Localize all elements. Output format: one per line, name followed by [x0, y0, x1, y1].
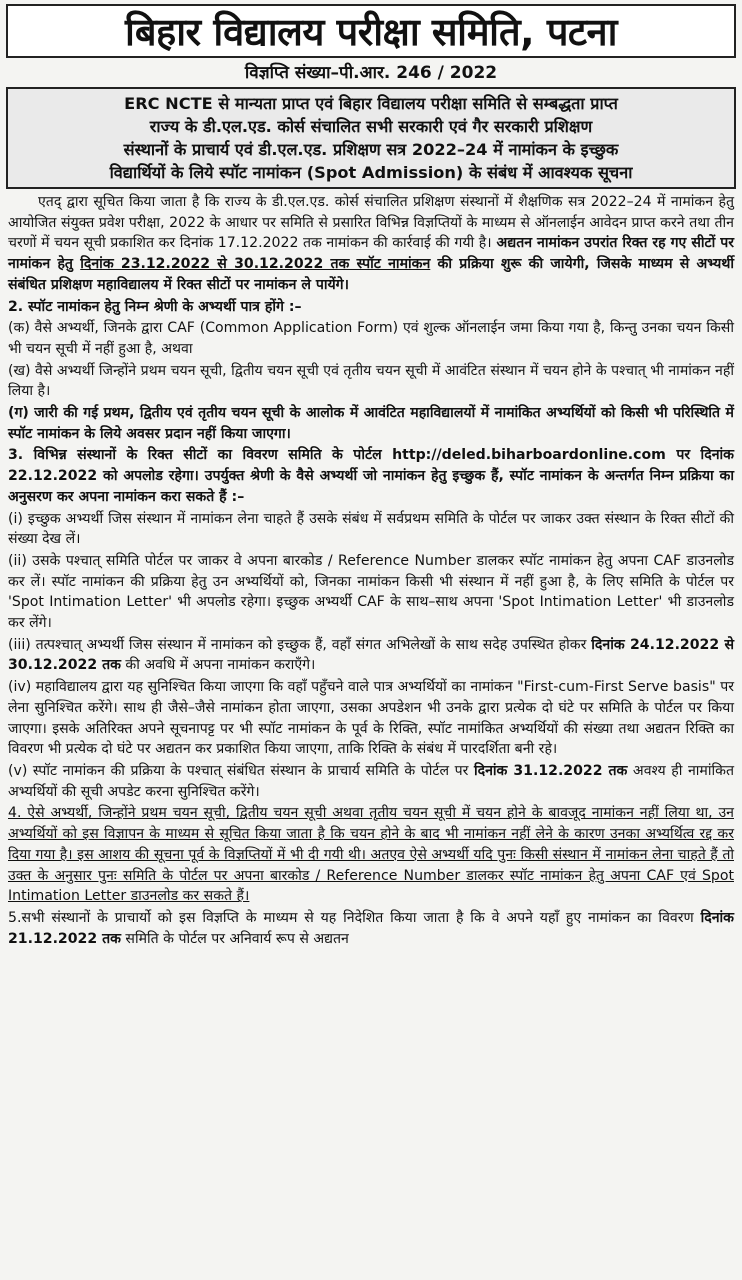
item-iii-text: (iii) तत्पश्चात् अभ्यर्थी जिस संस्थान में नामांकन को इच्छुक हैं, वहाँ संगत अभिलेखों के साथ सदेह उपस्थित होकर — [8, 636, 592, 653]
item-v-text: (v) स्पॉट नामांकन की प्रक्रिया के पश्चात् संबंधित संस्थान के प्राचार्य समिति के पोर्टल पर — [8, 762, 474, 779]
reference-number: विज्ञप्ति संख्या–पी.आर. 246 / 2022 — [244, 63, 498, 83]
section-2-item-ga-text: (ग) जारी की गई प्रथम, द्वितीय एवं तृतीय चयन सूची के आलोक में आवंटित महाविद्यालयों में नामांकित अभ्यर्थियों को किसी भी परिस्थिति में स्पॉट नामांकन के लिये अवसर प्रदान नहीं किया जाएगा। — [8, 405, 734, 442]
section-3-item-iii — [8, 635, 734, 676]
section-2-item-kha: (ख) वैसे अभ्यर्थी जिन्होंने प्रथम चयन सूची, द्वितीय चयन सूची एवं तृतीय चयन सूची में आवंटित संस्थान में चयन होने के पश्चात् भी नामांकन नहीं लिया है। — [8, 362, 734, 400]
item-iii-dates: दिनांक 24.12.2022 से 30.12.2022 तक — [8, 636, 734, 674]
subject-line-4: विद्यार्थियों के लिये स्पॉट नामांकन (Spot Admission) के संबंध में आवश्यक सूचना — [109, 163, 633, 182]
section-3-eligibility-text: उपर्युक्त श्रेणी के वैसे अभ्यर्थी जो नामांकन हेतु इच्छुक हैं, स्पॉट नामांकन के अन्तर्गत निम्न प्रक्रिया का अनुसरण कर अपना नामांकन करा सकते हैं :– — [8, 468, 735, 505]
item-iii-tail: की अवधि में अपना नामांकन कराएँगे। — [120, 657, 316, 674]
section-5-date: दिनांक 21.12.2022 तक — [8, 909, 734, 947]
intro-text: एतद् द्वारा सूचित किया जाता है कि राज्य के डी.एल.एड. कोर्स संचालित प्रशिक्षण संस्थानों में शैक्षणिक सत्र 2022–24 में नामांकन हेतु आयोजित संयुक्त प्रवेश परीक्षा, 2022 के आधार पर समिति से प्रसारित विभिन्न विज्ञप्तियों के माध्यम से ऑनलाईन आवेदन प्राप्त करने तथा तीन चरणों में चयन सूची प्रकाशित कर दिनांक 17.12.2022 तक नामांकन की कार्रवाई की गयी है। — [8, 194, 734, 252]
item-v-tail: अवश्य ही नामांकित अभ्यर्थियों की सूची अपडेट करना सुनिश्चित करेंगे। — [8, 762, 734, 800]
section-4-paragraph: 4. ऐसे अभ्यर्थी, जिन्होंने प्रथम चयन सूची, द्वितीय चयन सूची अथवा तृतीय चयन सूची में चयन होने के बावजूद नामांकन नहीं लिया था, उन अभ्यर्थियों को इस विज्ञापन के माध्यम से सूचित किया जाता है कि चयन होने के बाद भी नामांकन नहीं लेने के कारण उनका अभ्यर्थित्व रद्द कर दिया गया है। इस आशय की सूचना पूर्व के विज्ञप्तियों में भी दी गयी थी। अतएव ऐसे अभ्यर्थी यदि पुनः किसी संस्थान में नामांकन लेना चाहते हैं तो उक्त के अनुसार पुनः समिति के पोर्टल पर अपना बारकोड / Reference Number डालकर स्पॉट नामांकन हेतु अपना CAF एवं Spot Intimation Letter डाउनलोड कर सकते हैं। — [8, 805, 734, 905]
subject-line-1: ERC NCTE से मान्यता प्राप्त एवं बिहार विद्यालय परीक्षा समिति से सम्बद्धता प्राप्त — [124, 94, 618, 113]
subject-box — [6, 87, 736, 189]
section-3-portal-text: 3. विभिन्न संस्थानों के रिक्त सीटों का विवरण समिति के पोर्टल http://deled.biharboardonline.com पर दिनांक 22.12.2022 को अपलोड रहेगा। — [8, 447, 734, 485]
section-3-item-i: (i) इच्छुक अभ्यर्थी जिस संस्थान में नामांकन लेना चाहते हैं उसके संबंध में सर्वप्रथम समिति के पोर्टल पर जाकर उक्त संस्थान के रिक्त सीटों की संख्या देख लें। — [8, 510, 734, 548]
spot-admission-dates: दिनांक 23.12.2022 से 30.12.2022 तक स्पॉट नामांकन — [80, 256, 431, 273]
section-2-heading — [8, 297, 734, 318]
intro-paragraph — [8, 192, 734, 296]
section-2-heading-text: 2. स्पॉट नामांकन हेतु निम्न श्रेणी के अभ्यर्थी पात्र होंगे :– — [8, 298, 302, 315]
section-5-text: 5.सभी संस्थानों के प्राचार्यो को इस विज्ञप्ति के माध्यम से यह निदेशित किया जाता है कि वे अपने यहाँ हुए नामांकन का विवरण — [8, 909, 701, 926]
subject-line-2: राज्य के डी.एल.एड. कोर्स संचालित सभी सरकारी एवं गैर सरकारी प्रशिक्षण — [149, 117, 593, 136]
section-2-item-ga — [8, 403, 734, 444]
intro-bold-text: अद्यतन नामांकन उपरांत रिक्त रह गए सीटों पर नामांकन हेतु — [8, 235, 735, 273]
section-3-item-iv: (iv) महाविद्यालय द्वारा यह सुनिश्चित किया जाएगा कि वहाँ पहुँचने वाले पात्र अभ्यर्थियों का नामांकन "First-cum-First Serve basis" पर लेना सुनिश्चित करेंगे। साथ ही जैसे–जैसे नामांकन होता जाएगा, उसका अपडेशन भी उनके द्वारा प्रत्येक दो घंटे पर समिति के पोर्टल पर किया जाएगा। इसके अतिरिक्त अपने सूचनापट्ट पर भी स्पॉट नामांकन के पूर्व के रिक्ति, स्पॉट नामांकित अभ्यर्थियों की संख्या तथा अद्यतन रिक्ति का विवरण भी प्रत्येक दो घंटे पर अद्यतन कर प्रकाशित किया जाएगा, ताकि रिक्ति के संबंध में पारदर्शिता बनी रहे। — [8, 679, 734, 758]
section-2-item-ka: (क) वैसे अभ्यर्थी, जिनके द्वारा CAF (Common Application Form) एवं शुल्क ऑनलाईन जमा किया गया है, किन्तु उनका चयन किसी भी चयन सूची में नहीं हुआ है, अथवा — [8, 320, 734, 357]
item-v-date: दिनांक 31.12.2022 तक — [473, 762, 628, 779]
section-5-tail: समिति के पोर्टल पर अनिवार्य रूप से अद्यतन — [120, 930, 349, 947]
section-5-paragraph — [8, 908, 734, 949]
notice-body — [0, 189, 742, 949]
intro-bold-tail: की प्रक्रिया शुरू की जायेगी, जिसके माध्यम से अभ्यर्थी संबंधित प्रशिक्षण महाविद्यालय में रिक्त सीटों पर नामांकन ले पायेंगे। — [8, 256, 734, 293]
board-title: बिहार विद्यालय परीक्षा समिति, पटना — [6, 4, 736, 58]
subject-line-3: संस्थानों के प्राचार्य एवं डी.एल.एड. प्रशिक्षण सत्र 2022–24 में नामांकन के इच्छुक — [123, 140, 619, 159]
section-3-item-v — [8, 761, 734, 802]
section-3-item-ii: (ii) उसके पश्चात् समिति पोर्टल पर जाकर वे अपना बारकोड / Reference Number डालकर स्पॉट नामांकन हेतु अपना CAF डाउनलोड कर लें। स्पॉट नामांकन की प्रक्रिया हेतु उन अभ्यर्थियों को, जिनका नामांकन किसी भी संस्थान में नहीं हुआ है, के लिए समिति के पोर्टल पर 'Spot Intimation Letter' भी अपलोड रहेगा। इच्छुक अभ्यर्थी CAF के साथ–साथ अपना 'Spot Intimation Letter' भी डाउनलोड कर लेंगे। — [8, 552, 734, 632]
section-3-paragraph — [8, 445, 734, 507]
